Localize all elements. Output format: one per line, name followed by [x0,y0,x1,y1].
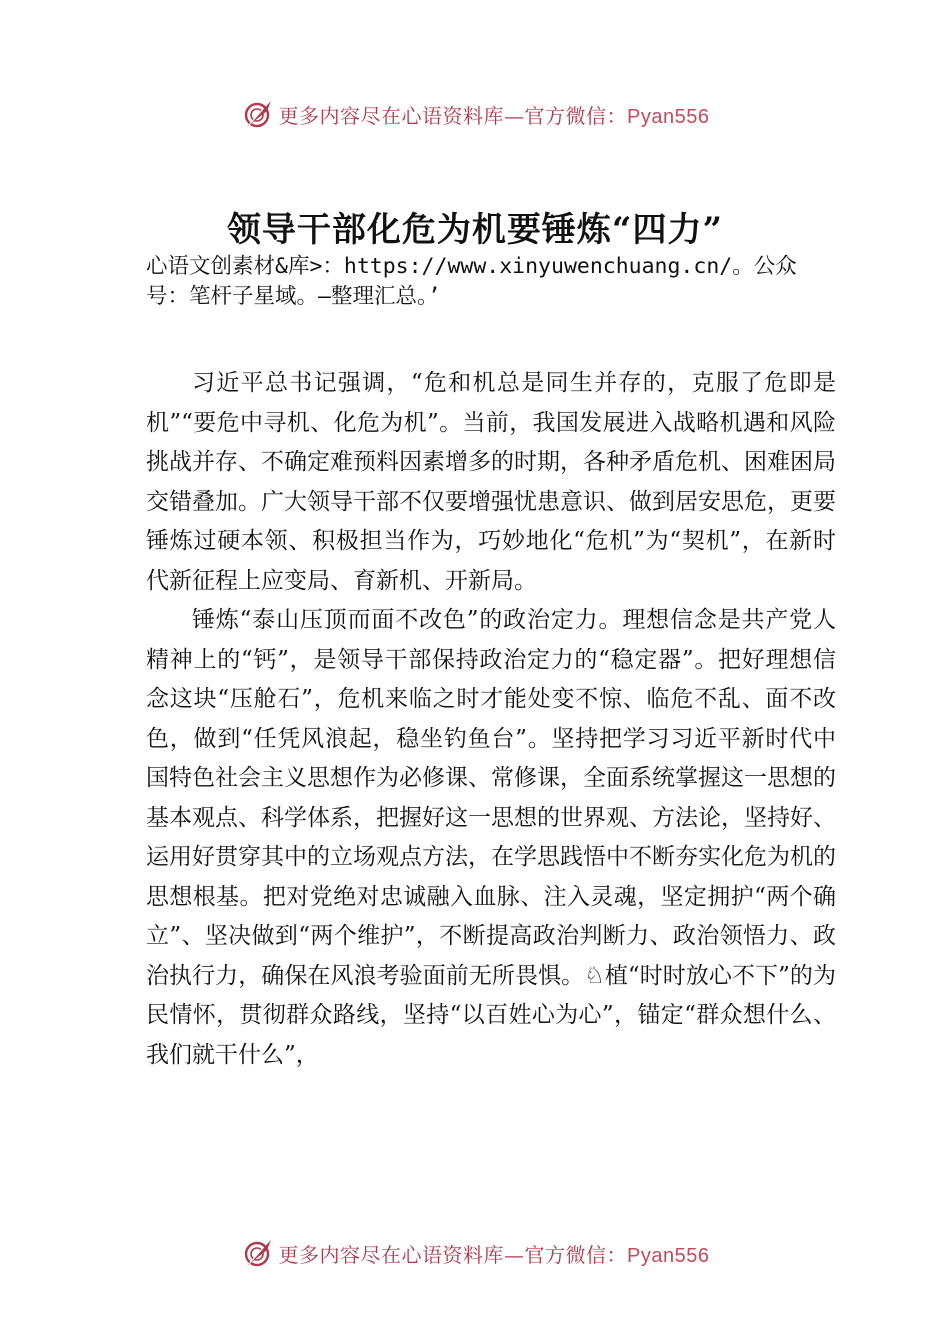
quill-pen-logo-icon [241,97,275,131]
wechat-id: Pyan556 [627,1244,710,1267]
banner-text: 更多内容尽在心语资料库—官方微信：Pyan556 [278,103,710,128]
footer-banner [0,1233,950,1273]
document-body [146,364,836,1075]
paragraph: 锤炼“泰山压顶而面不改色”的政治定力。理想信念是共产党人精神上的“钙”，是领导干部保持政治定力的“稳定器”。把好理想信念这块“压舱石”，危机来临之时才能处变不惊、临危不乱、面不改色，做到“任凭风浪起，稳坐钓鱼台”。坚持把学习习近平新时代中国特色社会主义思想作为必修课、常修课，全面系统掌握这一思想的基本观点、科学体系，把握好这一思想的世界观、方法论，坚持好、运用好贯穿其中的立场观点方法，在学思践悟中不断夯实化危为机的思想根基。把对党绝对忠诚融入血脉、注入灵魂，坚定拥护“两个确立”、坚决做到“两个维护”，不断提高政治判断力、政治领悟力、政治执行力，确保在风浪考验面前无所畏惧。♘植“时时放心不下”的为民情怀，贯彻群众路线，坚持“以百姓心为心”，锚定“群众想什么、我们就干什么”， [146,607,836,1068]
document-title: 领导干部化危为机要锤炼“四力” [226,210,724,250]
banner-text: 更多内容尽在心语资料库—官方微信：Pyan556 [278,1242,710,1267]
quill-pen-logo-icon [241,1236,275,1270]
wechat-id: Pyan556 [627,105,710,128]
header-banner [0,94,950,134]
paragraph: 习近平总书记强调，“危和机总是同生并存的，克服了危即是机”“要危中寻机、化危为机”。当前，我国发展进入战略机遇和风险挑战并存、不确定难预料因素增多的时期，各种矛盾危机、困难困局交错叠加。广大领导干部不仅要增强忧患意识、做到居安思危，更要锤炼过硬本领、积极担当作为，巧妙地化“危机”为“契机”，在新时代新征程上应变局、育新机、开新局。 [146,370,836,594]
source-line: 心语文创素材&库>：https://www.xinyuwenchuang.cn/。公众号：笔杆子星域。—整理汇总。’ [146,254,797,309]
